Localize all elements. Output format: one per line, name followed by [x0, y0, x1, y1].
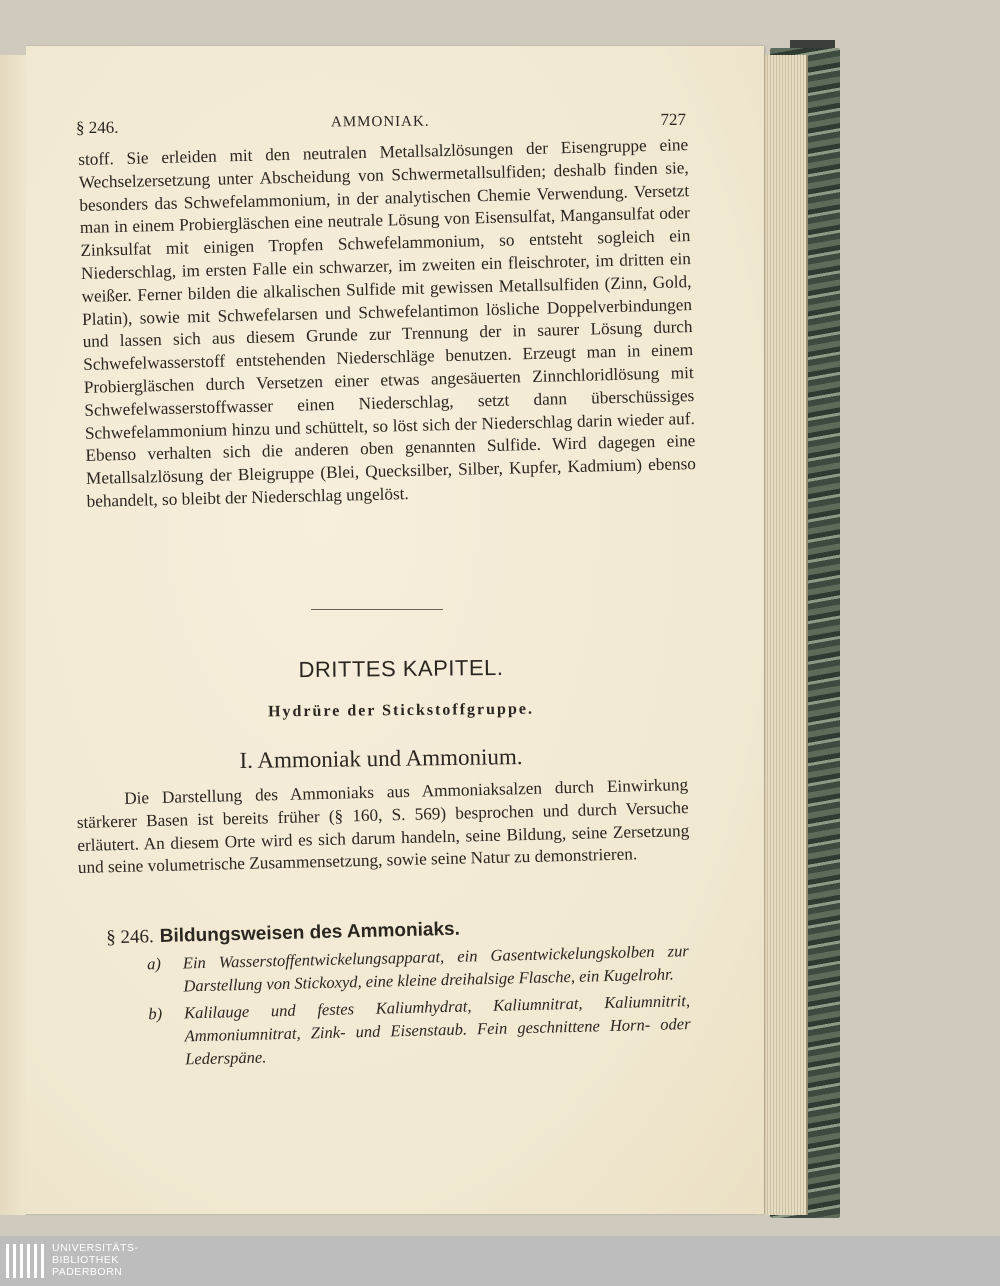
list-item-text: Kalilauge und festes Kaliumhydrat, Kaliumnitrat, Kaliumnitrit, Ammoniumnitrat, Zink- und Eisenstaub. Fein geschnittene Horn- oder Lederspäne. — [183, 991, 691, 1069]
section-number: § 246. — [105, 926, 154, 949]
section-246 — [78, 913, 691, 1073]
section-title: Bildungsweisen des Ammoniaks. — [159, 918, 461, 948]
book-page — [26, 46, 764, 1214]
continued-paragraph — [78, 134, 697, 514]
intro-paragraph — [76, 774, 690, 880]
page-number: 727 — [660, 109, 687, 130]
list-item-label: a) — [146, 953, 162, 974]
chapter-title: DRITTES KAPITEL. — [298, 654, 504, 683]
header-title: AMMONIAK. — [330, 113, 430, 131]
list-item-text: Ein Wasserstoffentwickelungsapparat, ein Gasentwickelungskolben zur Darstellung von Stickoxyd, eine kleine dreihalsige Flasche, ein Kugelrohr. — [182, 941, 689, 996]
intro-text: Die Darstellung des Ammoniaks aus Ammoniaksalzen durch Einwirkung stärkerer Basen ist bereits früher (§ 160, S. 569) besprochen und durch Versuche erläutert. An diesem Orte wird es sich darum handeln, seine Bildung, seine Zersetzung und seine volumetrische Zusammensetzung, sowie seine Natur zu demonstrieren. — [76, 775, 690, 878]
part-heading: I. Ammoniak und Ammonium. — [239, 744, 523, 773]
logo-line: UNIVERSITÄTS- — [52, 1242, 139, 1254]
library-logo-text — [52, 1242, 138, 1278]
library-footer — [0, 1236, 1000, 1286]
facing-page-edge — [0, 55, 27, 1215]
list-item-label: b) — [148, 1003, 163, 1024]
logo-line: BIBLIOTHEK — [52, 1254, 119, 1266]
list-item — [80, 989, 692, 1073]
paragraph-text: stoff. Sie erleiden mit den neutralen Metallsalzlösungen der Eisengruppe eine Wechselzersetzung unter Abscheidung von Schwermetallsulfiden; deshalb finden sie, besonders das Schwefelammonium, in der analytischen Chemie Verwendung. Versetzt man in einem Probiergläschen eine neutrale Lösung von Eisensulfat, Mangansulfat oder Zinksulfat mit einigen Tropfen Schwefelammonium, so entsteht sogleich ein Niederschlag, im ersten Falle ein schwarzer, im zweiten ein fleischroter, im dritten ein weißer. Ferner bilden die alkalischen Sulfide mit gewissen Metallsulfiden (Zinn, Gold, Platin), sowie mit Schwefelarsen und Schwefelantimon lösliche Doppelverbindungen und lassen sich aus diesem Grunde zur Trennung der in saurer Lösung durch Schwefelwasserstoff entstehenden Niederschläge benutzen. Erzeugt man in einem Probiergläschen durch Versetzen einer etwas angesäuerten Zinnchloridlösung mit Schwefelwasserstoffwasser einen Niederschlag, setzt dann überschüssiges Schwefelammonium hinzu und schüttelt, so löst sich der Niederschlag darin wieder auf. Ebenso verhalten sich die anderen oben genannten Sulfide. Wird dagegen eine Metallsalzlösung der Bleigruppe (Blei, Quecksilber, Silber, Kupfer, Kadmium) ebenso behandelt, so bleibt der Niederschlag ungelöst. — [78, 135, 697, 511]
section-divider — [311, 609, 443, 610]
logo-line: PADERBORN — [52, 1266, 123, 1278]
chapter-subtitle: Hydrüre der Stickstoffgruppe. — [267, 700, 534, 721]
header-section: § 246. — [75, 117, 119, 138]
library-logo-icon — [6, 1244, 48, 1278]
